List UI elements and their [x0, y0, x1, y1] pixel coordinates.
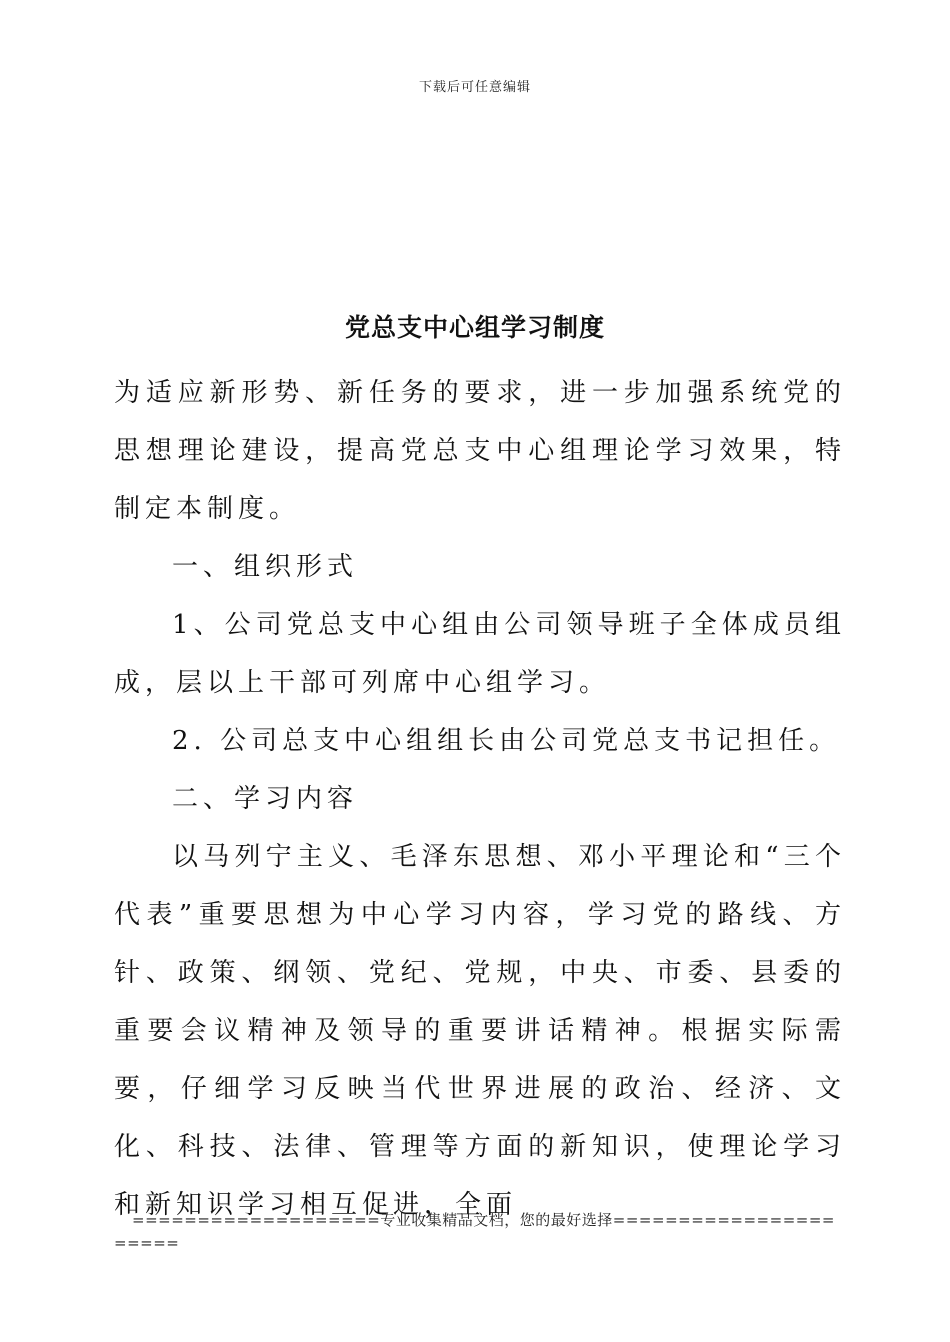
section-heading-organization: 一、组织形式 — [172, 552, 359, 582]
paragraph-organization-item-2: 2. 公司总支中心组组长由公司党总支书记担任。 — [172, 726, 841, 756]
document-body — [114, 364, 846, 1234]
page-footer-text: ===================专业收集精品文档，您的最好选择====================== — [114, 1211, 835, 1252]
paragraph-content: 以马列宁主义、毛泽东思想、邓小平理论和“三个代表”重要思想为中心学习内容，学习党的路线、方针、政策、纲领、党纪、党规，中央、市委、县委的重要会议精神及领导的重要讲话精神。根据实际需要，仔细学习反映当代世界进展的政治、经济、文化、科技、法律、管理等方面的新知识，使理论学习和新知识学习相互促进，全面 — [114, 842, 846, 1220]
paragraph-intro: 为适应新形势、新任务的要求，进一步加强系统党的思想理论建设，提高党总支中心组理论学习效果，特制定本制度。 — [114, 378, 846, 524]
page-header-note: 下载后可任意编辑 — [418, 80, 531, 95]
page-footer — [114, 1209, 846, 1255]
paragraph-organization-item-1: 1、公司党总支中心组由公司领导班子全体成员组成，层以上干部可列席中心组学习。 — [114, 610, 846, 698]
document-title: 党总支中心组学习制度 — [344, 313, 605, 342]
section-heading-content: 二、学习内容 — [172, 784, 359, 814]
